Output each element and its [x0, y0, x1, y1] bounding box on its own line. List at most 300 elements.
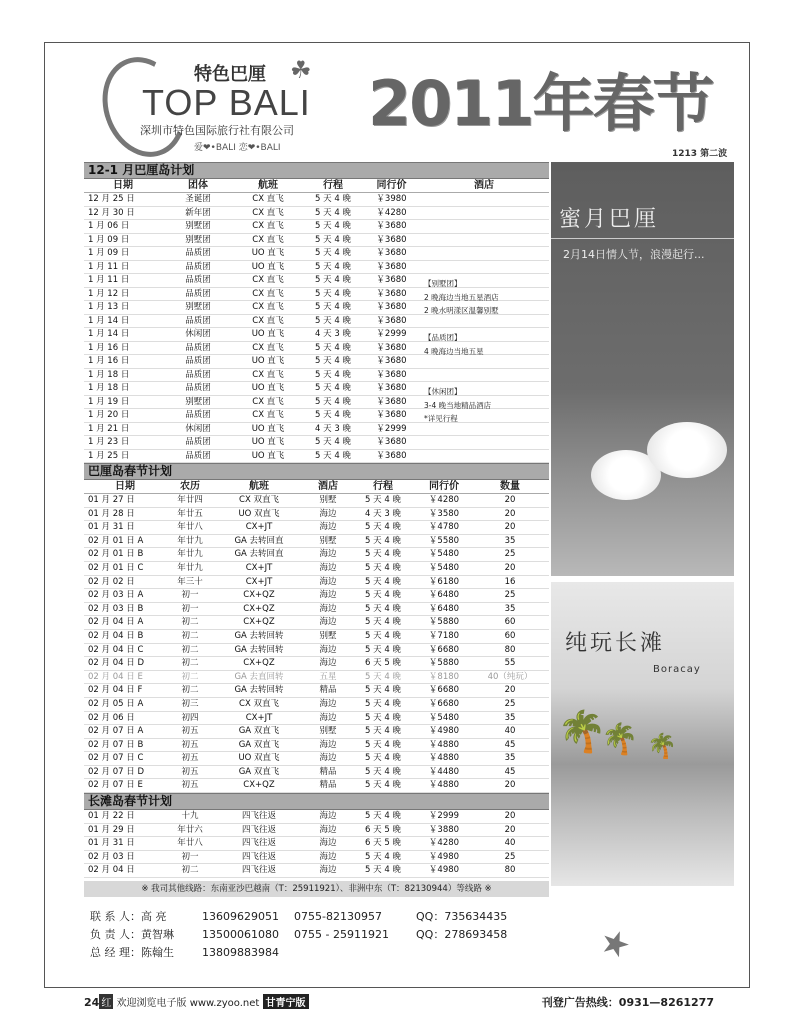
- table-cell: 海边: [319, 658, 337, 669]
- table-cell: CX 直飞: [252, 369, 284, 380]
- table-cell: 别墅团: [185, 396, 211, 407]
- table-cell: 02 月 01 日 C: [88, 562, 144, 573]
- table-row: [84, 436, 549, 450]
- logo-company: 深圳市特色国际旅行社有限公司: [140, 124, 294, 137]
- table-cell: 5 天 4 晚: [365, 562, 401, 573]
- table-cell: 5 天 4 晚: [315, 288, 351, 299]
- table-cell: 1 月 09 日: [88, 234, 130, 245]
- table-cell: 25: [504, 549, 516, 560]
- table-cell: 1 月 18 日: [88, 369, 130, 380]
- table-cell: 02 月 03 日 A: [88, 590, 144, 601]
- table-cell: 5 天 4 晚: [365, 671, 401, 682]
- table-cell: 5 天 4 晚: [365, 495, 401, 505]
- table-cell: 5 天 4 晚: [365, 630, 401, 641]
- table-cell: 初二: [181, 671, 199, 682]
- honeymoon-panel: [551, 162, 734, 576]
- table-cell: 年廿八: [177, 522, 203, 533]
- table-cell: 别墅: [319, 630, 337, 641]
- table-cell: 四飞往返: [241, 865, 276, 876]
- table-cell: 1 月 14 日: [88, 315, 130, 326]
- table-cell: 4 天 3 晚: [365, 508, 401, 519]
- table-cell: ￥5580: [428, 535, 460, 546]
- bali-spring-table: [84, 494, 549, 793]
- table-cell: 5 天 4 晚: [315, 342, 351, 353]
- table-cell: CX+QZ: [243, 780, 275, 791]
- table-cell: 01 月 28 日: [88, 508, 135, 519]
- contact-block: [90, 908, 590, 962]
- table-cell: 1 月 16 日: [88, 356, 130, 366]
- table-cell: 初二: [181, 685, 199, 696]
- table-cell: ￥4880: [428, 739, 460, 750]
- table-cell: 5 天 4 晚: [315, 275, 351, 285]
- table-cell: 6 天 5 晚: [365, 658, 401, 669]
- table-row: [84, 671, 549, 685]
- table-cell: ￥6680: [428, 685, 460, 696]
- contact-tel: 0755-82130957: [294, 910, 382, 923]
- table-cell: GA 去转回直: [234, 535, 284, 546]
- table-cell: 80: [504, 865, 516, 876]
- table-row: [84, 508, 549, 522]
- table-cell: 5 天 4 晚: [315, 302, 351, 312]
- table-cell: UO 直飞: [251, 423, 285, 434]
- table-row: [84, 739, 549, 753]
- table-cell: CX+QZ: [243, 590, 275, 601]
- table-row: [84, 589, 549, 603]
- table-cell: 5 天 4 晚: [365, 644, 401, 655]
- table-row: [84, 725, 549, 739]
- table-cell: 12 月 30 日: [88, 207, 135, 218]
- table-cell: ￥3680: [376, 396, 407, 407]
- table-cell: 品质团: [185, 450, 211, 461]
- table-cell: 02 月 07 日 E: [88, 780, 143, 791]
- table-cell: 别墅: [319, 726, 337, 737]
- table-cell: 初五: [181, 780, 199, 791]
- table-header: [84, 480, 549, 494]
- column-header: 农历: [180, 481, 200, 492]
- table-cell: 40（纯玩）: [487, 671, 533, 682]
- table-cell: 1 月 25 日: [88, 450, 130, 461]
- section-title-bali-dec-jan: 12-1 月巴厘岛计划: [84, 162, 549, 179]
- table-cell: ￥3680: [376, 234, 407, 245]
- table-cell: 6 天 5 晚: [365, 824, 401, 835]
- column-header: 同行价: [376, 180, 407, 191]
- table-cell: 35: [504, 535, 516, 546]
- column-header: 同行价: [429, 481, 459, 492]
- table-cell: 初一: [181, 590, 199, 601]
- table-cell: ￥2999: [376, 329, 407, 339]
- schedule-content: [84, 162, 549, 897]
- table-cell: CX 直飞: [252, 275, 284, 285]
- table-cell: 海边: [319, 590, 337, 601]
- table-cell: 1 月 16 日: [88, 342, 130, 353]
- table-cell: 海边: [319, 811, 337, 822]
- table-cell: 初五: [181, 753, 199, 764]
- table-cell: 1 月 13 日: [88, 302, 130, 312]
- page-number: 24: [84, 996, 100, 1009]
- table-cell: ￥3680: [376, 248, 407, 258]
- table-row: [84, 657, 549, 671]
- table-cell: 35: [504, 712, 516, 723]
- table-row: [84, 851, 549, 865]
- table-cell: UO 双直飞: [238, 753, 280, 764]
- table-cell: GA 去转回转: [234, 644, 284, 655]
- table-cell: 品质团: [185, 315, 211, 326]
- table-cell: CX 双直飞: [239, 698, 279, 709]
- table-cell: GA 去转回转: [234, 685, 284, 696]
- table-cell: 初二: [181, 617, 199, 628]
- table-cell: 海边: [319, 644, 337, 655]
- table-cell: 年廿九: [177, 535, 203, 546]
- table-cell: 60: [504, 630, 516, 641]
- table-cell: 海边: [319, 522, 337, 533]
- contact-mobile: 13809883984: [202, 946, 279, 959]
- clover-icon: ☘: [290, 56, 312, 84]
- table-cell: 休闲团: [185, 329, 211, 339]
- table-cell: 年廿九: [177, 562, 203, 573]
- table-cell: 5 天 4 晚: [315, 248, 351, 258]
- table-cell: 海边: [319, 739, 337, 750]
- table-cell: 四飞往返: [241, 838, 276, 849]
- hotel-note: 【休闲团】: [424, 387, 462, 396]
- table-row: [84, 810, 549, 824]
- table-cell: 5 天 4 晚: [315, 261, 351, 272]
- table-cell: 初一: [181, 851, 199, 862]
- table-cell: 20: [504, 508, 516, 519]
- table-cell: 20: [504, 685, 516, 696]
- table-cell: GA 双直飞: [238, 766, 280, 777]
- table-cell: 品质团: [185, 369, 211, 380]
- table-cell: 四飞往返: [241, 811, 276, 822]
- table-cell: 55: [504, 658, 516, 669]
- table-row: [84, 494, 549, 508]
- table-cell: ￥7180: [428, 630, 460, 641]
- table-cell: 初二: [181, 865, 199, 876]
- table-cell: CX 双直飞: [239, 495, 279, 505]
- table-cell: 20: [504, 824, 516, 835]
- table-row: [84, 261, 549, 275]
- table-cell: ￥3680: [376, 288, 407, 299]
- table-cell: 四飞往返: [241, 851, 276, 862]
- table-cell: ￥6180: [428, 576, 460, 587]
- table-cell: 01 月 29 日: [88, 824, 135, 835]
- contact-row: [90, 926, 590, 944]
- table-cell: 02 月 02 日: [88, 576, 135, 587]
- hotel-notes: [424, 277, 554, 426]
- starfish-icon: ★: [594, 919, 637, 969]
- table-cell: 四飞往返: [241, 824, 276, 835]
- table-cell: ￥3680: [376, 315, 407, 326]
- table-cell: UO 直飞: [251, 261, 285, 272]
- boracay-title: 纯玩长滩: [565, 631, 666, 656]
- column-header: 行程: [323, 180, 343, 191]
- footer-url[interactable]: www.zyoo.net: [189, 998, 260, 1009]
- table-cell: 5 天 4 晚: [315, 396, 351, 407]
- contact-label: 总 经 理：陈翰生: [90, 946, 174, 959]
- table-cell: ￥3680: [376, 302, 407, 312]
- table-cell: 5 天 4 晚: [365, 685, 401, 696]
- table-cell: 02 月 03 日 B: [88, 603, 144, 614]
- table-cell: CX+JT: [245, 712, 273, 723]
- table-cell: 5 天 4 晚: [315, 369, 351, 380]
- table-cell: 1 月 23 日: [88, 437, 130, 447]
- table-cell: ￥6680: [428, 644, 460, 655]
- table-row: [84, 684, 549, 698]
- column-header: 航班: [249, 481, 269, 492]
- contact-tel: 0755 - 25911921: [294, 928, 389, 941]
- table-cell: ￥5480: [428, 549, 460, 560]
- table-cell: ￥2999: [428, 811, 460, 822]
- table-row: [84, 824, 549, 838]
- table-cell: ￥4880: [428, 780, 460, 791]
- table-cell: 02 月 06 日: [88, 712, 135, 723]
- hotel-note: 【别墅团】: [424, 279, 462, 288]
- table-cell: ￥4980: [428, 851, 460, 862]
- table-cell: GA 双直飞: [238, 739, 280, 750]
- column-header: 行程: [373, 481, 393, 492]
- table-cell: 45: [504, 766, 516, 777]
- table-row: [84, 630, 549, 644]
- table-cell: 品质团: [185, 342, 211, 353]
- table-row: [84, 864, 549, 878]
- table-cell: 海边: [319, 838, 337, 849]
- table-cell: 5 天 4 晚: [315, 207, 351, 218]
- column-header: 日期: [113, 180, 133, 191]
- table-cell: ￥3680: [376, 275, 407, 285]
- table-cell: GA 去转回直: [234, 549, 284, 560]
- table-cell: 5 天 4 晚: [365, 576, 401, 587]
- table-header: [84, 179, 549, 193]
- table-cell: ￥3680: [376, 221, 407, 231]
- table-cell: 1 月 18 日: [88, 383, 130, 393]
- table-cell: CX 直飞: [252, 234, 284, 245]
- table-cell: 初五: [181, 766, 199, 777]
- table-cell: 5 天 4 晚: [365, 698, 401, 709]
- logo-en: TOP BALI: [142, 82, 311, 123]
- table-cell: CX+JT: [245, 522, 273, 533]
- table-cell: 5 天 4 晚: [315, 315, 351, 326]
- table-cell: 5 天 4 晚: [315, 356, 351, 366]
- column-header: 日期: [115, 481, 135, 492]
- table-cell: ￥3680: [376, 356, 407, 366]
- table-cell: 海边: [319, 549, 337, 560]
- table-cell: CX 直飞: [252, 194, 284, 204]
- palm-tree-icon: 🌴: [647, 732, 677, 760]
- hotel-note: 2 晚水明漾区温馨别墅: [424, 306, 499, 315]
- table-cell: 01 月 22 日: [88, 811, 135, 822]
- table-cell: 海边: [319, 508, 337, 519]
- table-row: [84, 752, 549, 766]
- frangipani-flower-icon: [647, 422, 727, 478]
- table-cell: GA 去转回转: [234, 630, 284, 641]
- table-cell: 1 月 12 日: [88, 288, 130, 299]
- table-cell: 海边: [319, 712, 337, 723]
- table-cell: ￥4280: [428, 495, 460, 505]
- table-cell: 45: [504, 739, 516, 750]
- table-cell: 5 天 4 晚: [365, 522, 401, 533]
- table-cell: ￥3680: [376, 450, 407, 461]
- table-row: [84, 712, 549, 726]
- table-cell: 初五: [181, 726, 199, 737]
- table-cell: 精品: [319, 685, 337, 696]
- section-title-bali-spring: 巴厘岛春节计划: [84, 463, 549, 480]
- table-cell: 40: [504, 726, 516, 737]
- table-cell: 五星: [319, 671, 337, 682]
- page-title: 2011年春节: [368, 67, 713, 140]
- table-cell: ￥3680: [376, 437, 407, 447]
- table-row: [84, 766, 549, 780]
- edition-badge: 甘青宁版: [263, 994, 309, 1009]
- table-cell: 02 月 07 日 D: [88, 766, 144, 777]
- table-cell: 02 月 05 日 A: [88, 698, 144, 709]
- table-cell: 02 月 07 日 C: [88, 753, 144, 764]
- table-cell: ￥3680: [376, 342, 407, 353]
- hotel-note: [424, 358, 554, 372]
- table-cell: 品质团: [185, 437, 211, 447]
- table-cell: 02 月 07 日 A: [88, 726, 144, 737]
- table-cell: ￥4780: [428, 522, 460, 533]
- table-cell: CX+QZ: [243, 617, 275, 628]
- honeymoon-title: 蜜月巴厘: [559, 207, 660, 232]
- table-cell: 初一: [181, 603, 199, 614]
- table-cell: 02 月 07 日 B: [88, 739, 144, 750]
- contact-qq: QQ：278693458: [416, 928, 508, 941]
- table-cell: ￥4980: [428, 865, 460, 876]
- table-cell: 海边: [319, 851, 337, 862]
- table-cell: UO 直飞: [251, 248, 285, 258]
- table-cell: ￥8180: [428, 671, 460, 682]
- contact-label: 负 责 人：黄智琳: [90, 928, 174, 941]
- table-cell: 5 天 4 晚: [315, 437, 351, 447]
- table-row: [84, 207, 549, 221]
- table-cell: 初二: [181, 630, 199, 641]
- table-cell: 品质团: [185, 261, 211, 272]
- table-cell: 20: [504, 522, 516, 533]
- column-header: 团体: [188, 180, 208, 191]
- table-cell: 5 天 4 晚: [365, 535, 401, 546]
- table-cell: 02 月 01 日 A: [88, 535, 144, 546]
- table-cell: CX 直飞: [252, 342, 284, 353]
- table-cell: 1 月 09 日: [88, 248, 130, 258]
- table-cell: 初三: [181, 698, 199, 709]
- table-cell: ￥4880: [428, 753, 460, 764]
- table-cell: 20: [504, 811, 516, 822]
- page-footer: [84, 994, 714, 1009]
- table-cell: 5 天 4 晚: [365, 726, 401, 737]
- table-row: [84, 548, 549, 562]
- contact-row: [90, 908, 590, 926]
- table-cell: 5 天 4 晚: [365, 780, 401, 791]
- table-cell: 12 月 25 日: [88, 194, 135, 204]
- table-cell: 海边: [319, 698, 337, 709]
- table-cell: 海边: [319, 824, 337, 835]
- table-cell: 精品: [319, 766, 337, 777]
- section-title-boracay: 长滩岛春节计划: [84, 793, 549, 810]
- table-cell: 品质团: [185, 248, 211, 258]
- table-cell: 40: [504, 838, 516, 849]
- hotel-note: [424, 372, 554, 386]
- table-cell: 新年团: [185, 207, 211, 218]
- column-header: 数量: [500, 481, 520, 492]
- table-row: [84, 247, 549, 261]
- table-cell: 6 天 5 晚: [365, 838, 401, 849]
- boracay-table: [84, 810, 549, 878]
- table-cell: CX 直飞: [252, 221, 284, 231]
- honeymoon-subtitle: 2月14日情人节，浪漫起行...: [563, 248, 705, 261]
- table-cell: CX 直飞: [252, 396, 284, 407]
- table-row: [84, 220, 549, 234]
- table-cell: UO 直飞: [251, 450, 285, 461]
- table-cell: GA 双直飞: [238, 726, 280, 737]
- hotel-note: *详见行程: [424, 414, 458, 423]
- table-cell: 圣诞团: [185, 194, 211, 204]
- table-row: [84, 562, 549, 576]
- table-cell: UO 直飞: [251, 356, 285, 366]
- ad-hotline: 刊登广告热线：0931—8261277: [541, 996, 714, 1009]
- logo: [72, 56, 332, 152]
- table-cell: 02 月 04 日 C: [88, 644, 144, 655]
- table-row: [84, 616, 549, 630]
- table-cell: 16: [504, 576, 516, 587]
- table-cell: 别墅团: [185, 302, 211, 312]
- boracay-panel: [551, 582, 734, 886]
- table-row: [84, 644, 549, 658]
- table-cell: 品质团: [185, 356, 211, 366]
- table-cell: 年三十: [177, 576, 203, 587]
- table-cell: 20: [504, 780, 516, 791]
- table-cell: 海边: [319, 865, 337, 876]
- table-cell: 5 天 4 晚: [365, 811, 401, 822]
- table-cell: 5 天 4 晚: [365, 766, 401, 777]
- table-cell: 4 天 3 晚: [315, 329, 351, 339]
- table-cell: 02 月 04 日 A: [88, 617, 144, 628]
- table-cell: 5 天 4 晚: [365, 712, 401, 723]
- table-cell: ￥6480: [428, 590, 460, 601]
- table-cell: 十九: [181, 811, 199, 822]
- table-row: [84, 698, 549, 712]
- palm-tree-icon: 🌴: [557, 709, 607, 755]
- table-cell: 1 月 14 日: [88, 329, 130, 339]
- table-cell: 5 天 4 晚: [365, 603, 401, 614]
- table-cell: ￥5880: [428, 617, 460, 628]
- hotel-note: 【品质团】: [424, 333, 462, 342]
- table-cell: UO 直飞: [251, 383, 285, 393]
- table-row: [84, 521, 549, 535]
- table-cell: 年廿九: [177, 549, 203, 560]
- wave-label: 1213 第二波: [672, 149, 728, 159]
- table-cell: 品质团: [185, 288, 211, 299]
- table-cell: 年廿八: [177, 838, 203, 849]
- table-cell: ￥3680: [376, 410, 407, 420]
- table-cell: 5 天 4 晚: [365, 753, 401, 764]
- table-cell: CX 直飞: [252, 302, 284, 312]
- table-cell: ￥3980: [376, 194, 407, 204]
- table-cell: 5 天 4 晚: [315, 221, 351, 231]
- table-cell: CX 直飞: [252, 288, 284, 299]
- column-header: 航班: [258, 180, 278, 191]
- table-cell: 25: [504, 851, 516, 862]
- table-cell: 25: [504, 590, 516, 601]
- table-cell: 精品: [319, 780, 337, 791]
- table-cell: ￥4280: [428, 838, 460, 849]
- table-cell: 别墅团: [185, 234, 211, 245]
- table-cell: 海边: [319, 753, 337, 764]
- table-cell: 35: [504, 603, 516, 614]
- table-cell: CX 直飞: [252, 315, 284, 326]
- table-row: [84, 234, 549, 248]
- palm-tree-icon: 🌴: [601, 722, 639, 757]
- logo-cn: 特色巴厘: [194, 64, 266, 85]
- table-row: [84, 837, 549, 851]
